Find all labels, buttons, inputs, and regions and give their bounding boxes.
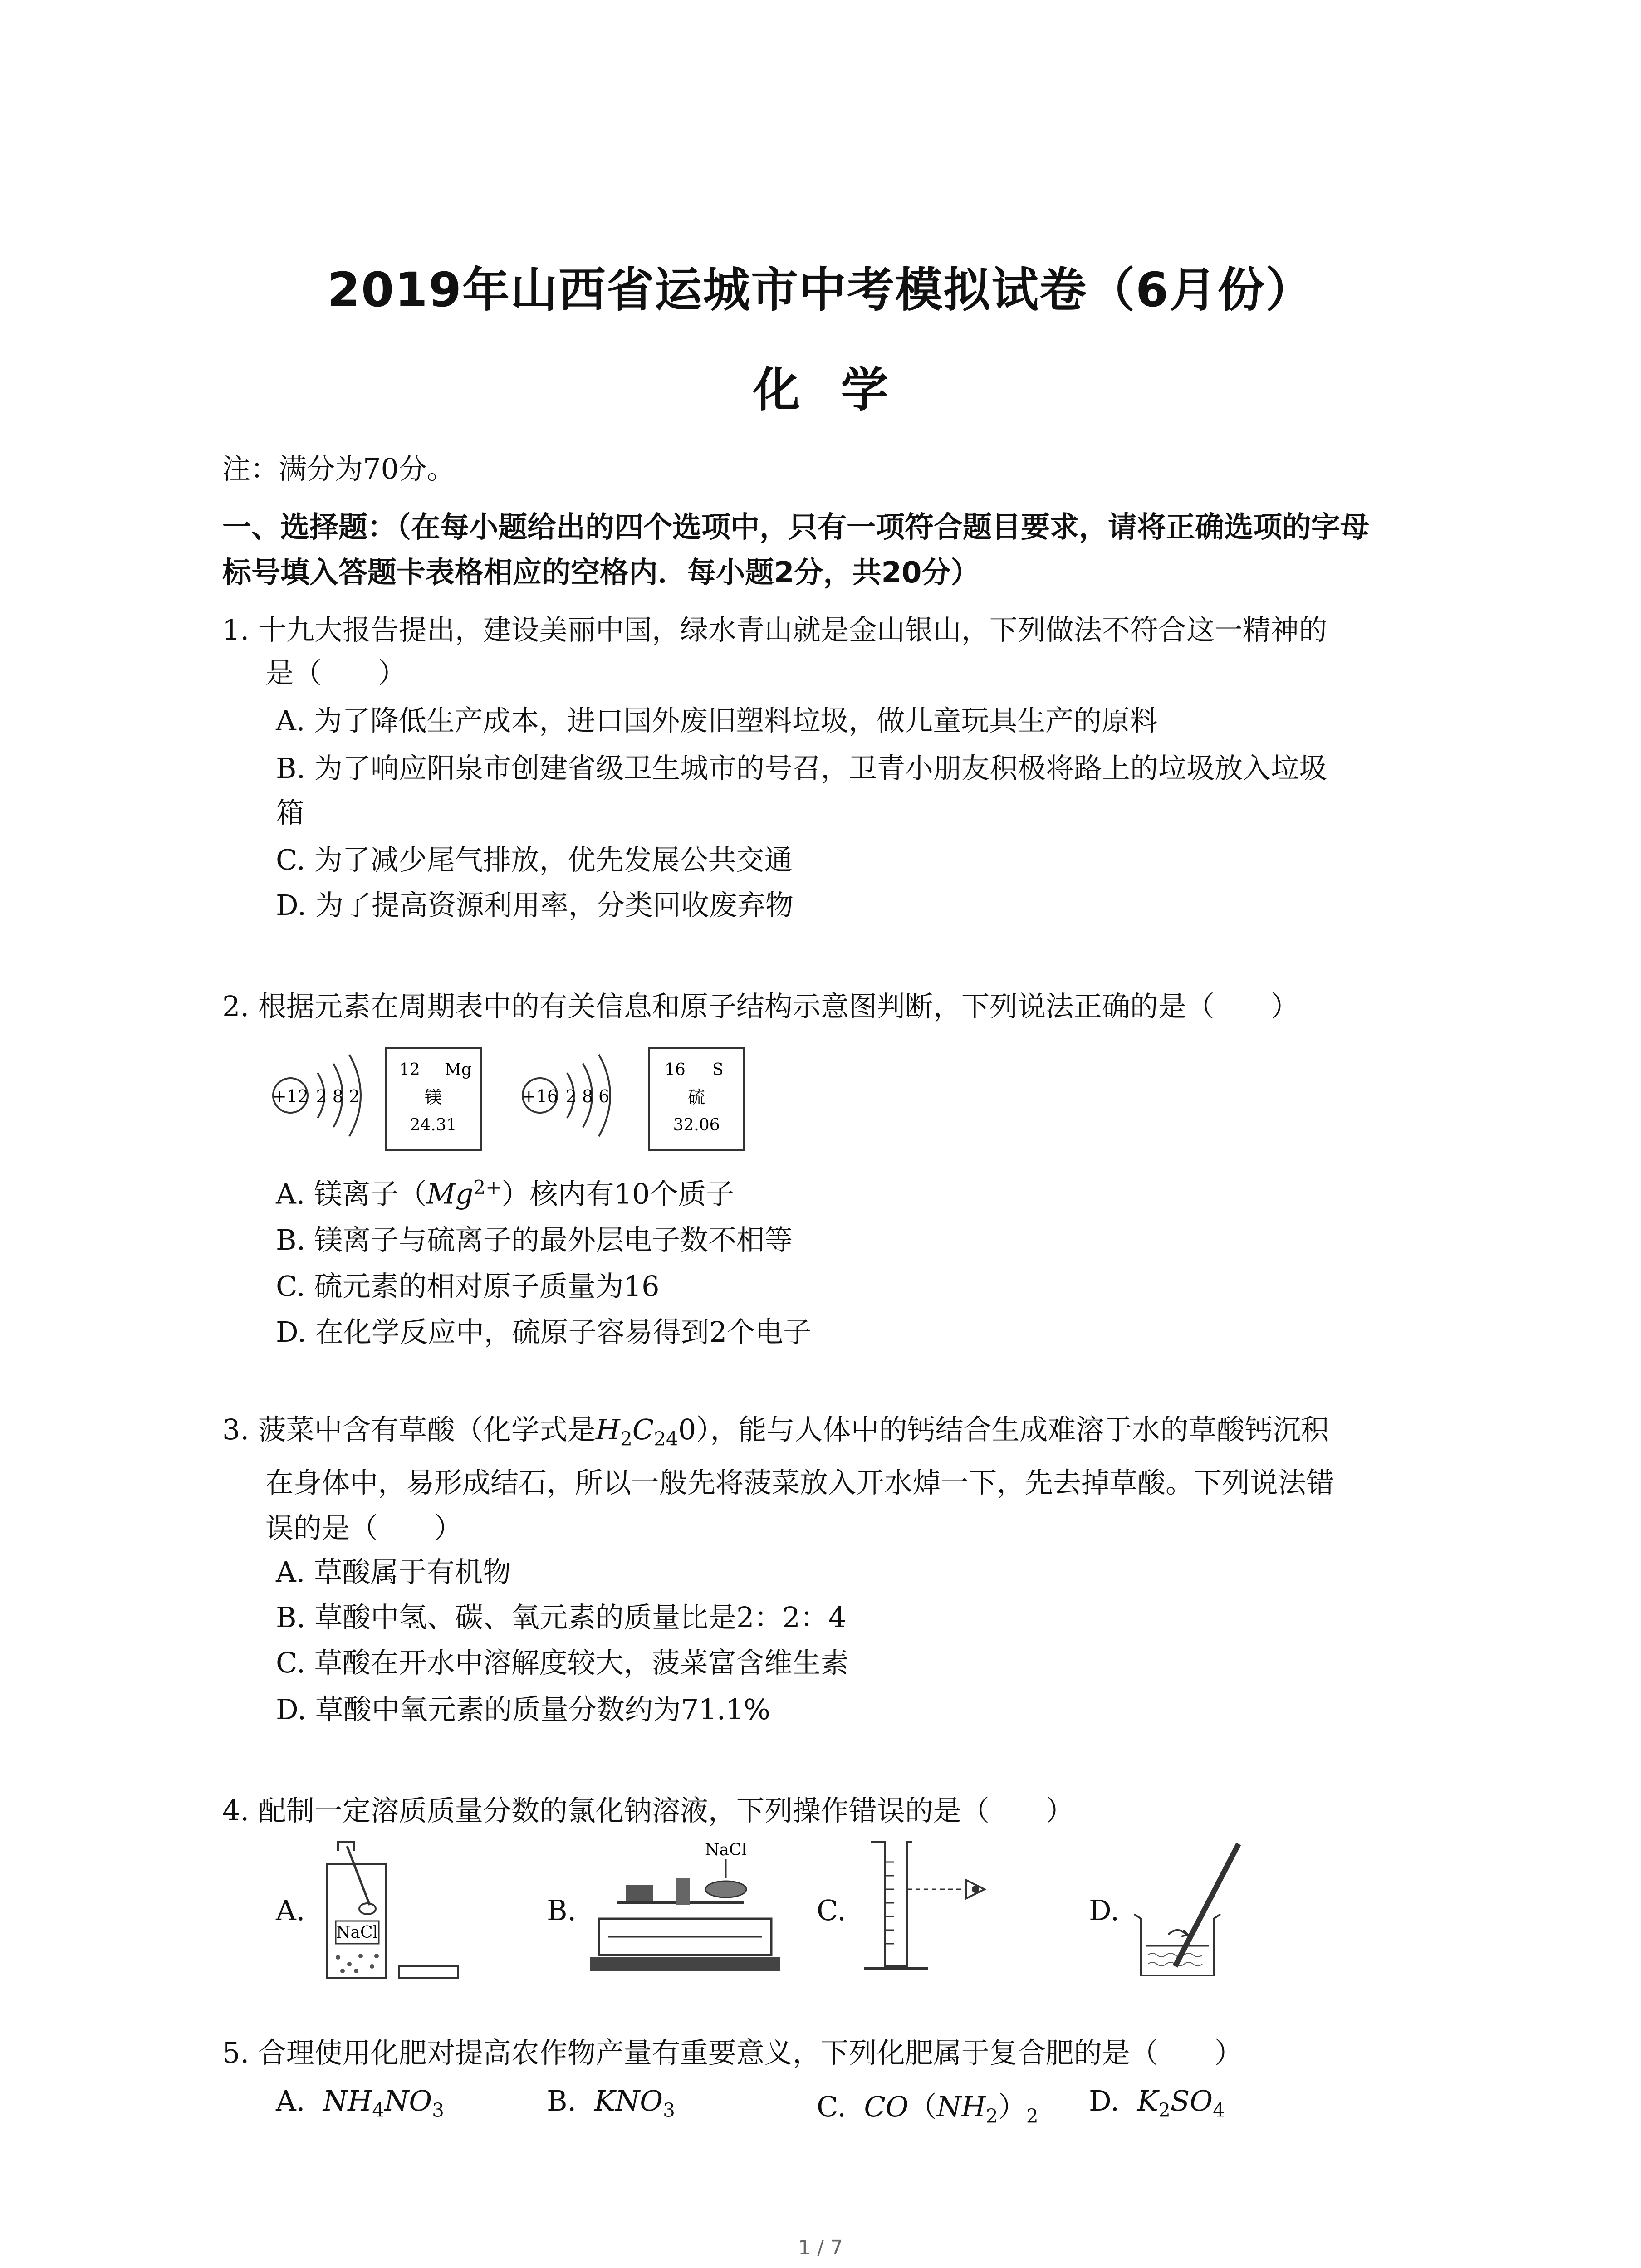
section-heading-line1: 一、选择题：（在每小题给出的四个选项中，只有一项符合题目要求，请将正确选项的字母 xyxy=(222,511,1369,544)
q3-stem-cont2: 误的是（ ） xyxy=(265,1511,463,1545)
q4-option-d-label: D. xyxy=(1089,1894,1120,1927)
q4-option-a-label: A. xyxy=(276,1894,305,1927)
q4-option-b-label: B. xyxy=(547,1894,577,1927)
q5-option-c: C. $CO(NH_2)_2$ xyxy=(817,2090,1038,2127)
q1-stem-cont: 是（ ） xyxy=(265,656,407,689)
bottle-label: NaCl xyxy=(336,1923,378,1942)
q4-option-c-label: C. xyxy=(817,1894,846,1927)
q4-option-b-figure xyxy=(590,1833,780,1978)
q5-option-a: A. $NH_4NO_3$ xyxy=(276,2084,444,2121)
mg-shell-electrons: 2 8 2 xyxy=(316,1086,360,1106)
q4-option-a-figure xyxy=(313,1837,467,1987)
mg-atom-structure-diagram xyxy=(272,1055,361,1136)
q4-option-d-figure xyxy=(1125,1837,1252,1982)
section-heading-line2: 标号填入答题卡表格相应的空格内．每小题2分，共20分） xyxy=(222,556,980,590)
s-atomic-number: 16 xyxy=(665,1061,686,1079)
s-element-card xyxy=(649,1048,744,1150)
mg-element-card xyxy=(386,1048,481,1150)
q3-option-c: C. 草酸在开水中溶解度较大，菠菜富含维生素 xyxy=(276,1646,849,1679)
q1-option-b-cont: 箱 xyxy=(276,796,304,829)
q2-option-c: C. 硫元素的相对原子质量为16 xyxy=(276,1270,660,1303)
s-shell-electrons: 2 8 6 xyxy=(565,1086,610,1106)
q1-option-c: C. 为了减少尾气排放，优先发展公共交通 xyxy=(276,843,793,876)
mg-atomic-number: 12 xyxy=(399,1061,420,1079)
score-note: 注：满分为70分。 xyxy=(222,452,455,485)
subject-title: 化学 xyxy=(753,362,929,417)
page-number: 1 / 7 xyxy=(798,2236,843,2259)
exam-title: 2019年山西省运城市中考模拟试卷（6月份） xyxy=(327,262,1314,318)
q2-option-b: B. 镁离子与硫离子的最外层电子数不相等 xyxy=(276,1223,793,1256)
s-symbol: S xyxy=(712,1061,724,1079)
q3-stem-cont: 在身体中，易形成结石，所以一般先将菠菜放入开水焯一下，先去掉草酸。下列说法错 xyxy=(265,1466,1335,1499)
s-atomic-mass: 32.06 xyxy=(673,1116,720,1134)
s-name: 硫 xyxy=(687,1087,705,1107)
q2-option-a: A. 镁离子$(Mg^{2+})$核内有10个质子 xyxy=(276,1176,735,1211)
q1-option-d: D. 为了提高资源利用率，分类回收废弃物 xyxy=(276,889,794,922)
q5-option-d: D. $K_2SO_4$ xyxy=(1089,2084,1225,2121)
q1-option-b: B. 为了响应阳泉市创建省级卫生城市的号召，卫青小朋友积极将路上的垃圾放入垃圾 xyxy=(276,752,1327,785)
q1-stem: 1. 十九大报告提出，建设美丽中国，绿水青山就是金山银山，下列做法不符合这一精神的 xyxy=(222,613,1327,646)
s-atom-structure-diagram xyxy=(522,1055,610,1136)
q3-option-b: B. 草酸中氢、碳、氧元素的质量比是2：2：4 xyxy=(276,1601,847,1634)
q5-stem: 5. 合理使用化肥对提高农作物产量有重要意义，下列化肥属于复合肥的是（ ） xyxy=(222,2036,1243,2069)
mg-nucleus-label: +12 xyxy=(272,1086,309,1106)
s-nucleus-label: +16 xyxy=(521,1086,558,1106)
q3-stem: 3. 菠菜中含有草酸（化学式是$H_2C_{24}0$），能与人体中的钙结合生成难溶于水的草酸钙沉积 xyxy=(222,1413,1329,1450)
mg-atomic-mass: 24.31 xyxy=(410,1116,457,1134)
q2-stem: 2. 根据元素在周期表中的有关信息和原子结构示意图判断，下列说法正确的是（ ） xyxy=(222,990,1299,1023)
q3-option-a: A. 草酸属于有机物 xyxy=(276,1555,511,1589)
q1-option-a: A. 为了降低生产成本，进口国外废旧塑料垃圾，做儿童玩具生产的原料 xyxy=(276,704,1158,737)
balance-label: NaCl xyxy=(705,1841,747,1859)
q2-option-d: D. 在化学反应中，硫原子容易得到2个电子 xyxy=(276,1315,812,1349)
q4-option-c-figure xyxy=(862,1835,1007,1984)
q4-stem: 4. 配制一定溶质质量分数的氯化钠溶液，下列操作错误的是（ ） xyxy=(222,1794,1074,1827)
q3-option-d: D. 草酸中氧元素的质量分数约为71.1% xyxy=(276,1693,770,1726)
mg-name: 镁 xyxy=(424,1087,442,1107)
q5-option-b: B. $KNO_3$ xyxy=(547,2084,675,2121)
mg-symbol: Mg xyxy=(445,1061,472,1079)
q2-atom-figure xyxy=(263,1030,771,1166)
